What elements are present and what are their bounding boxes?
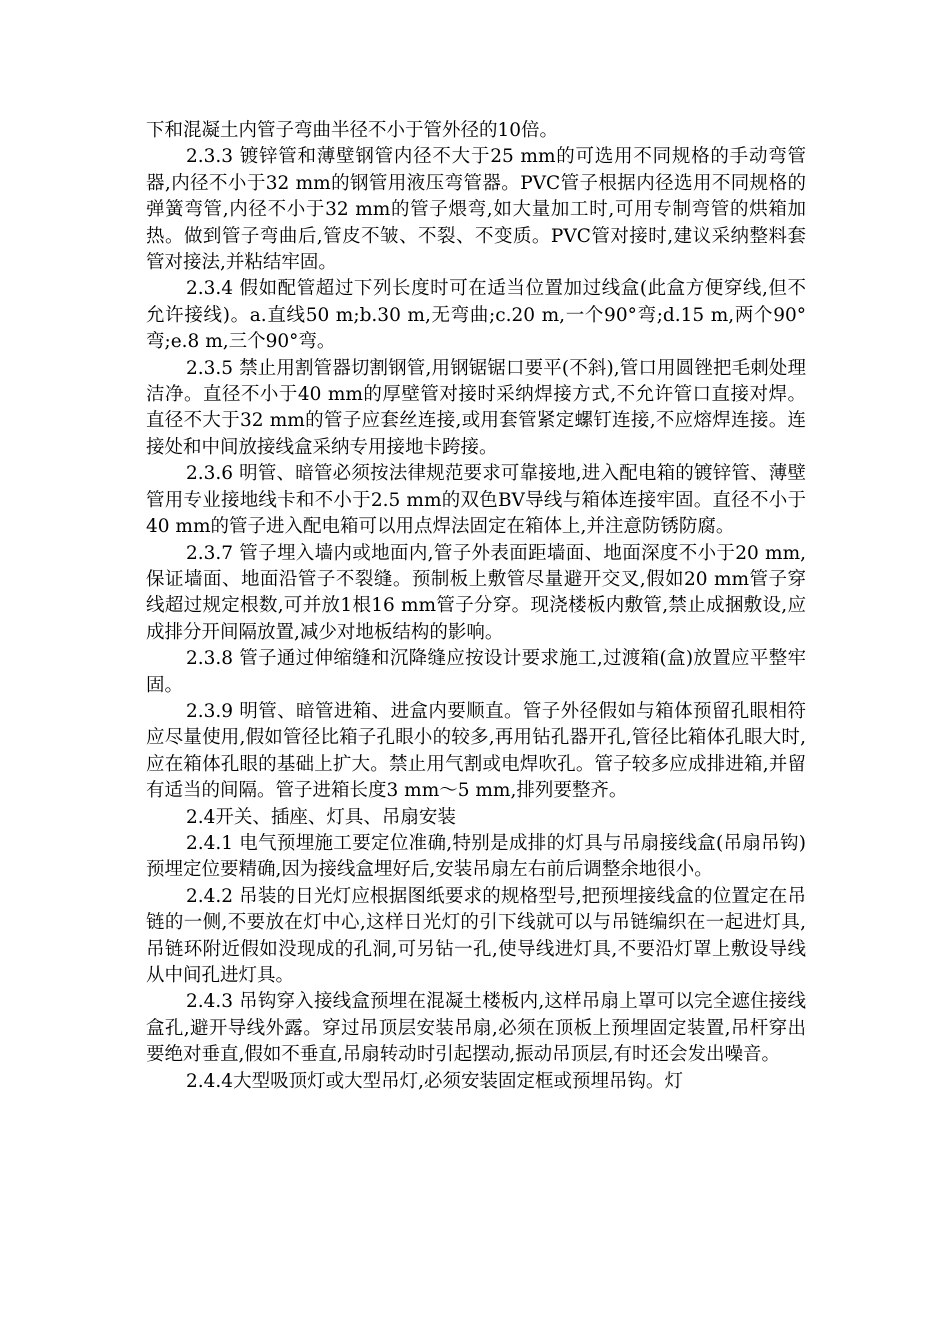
- paragraph-2-4-2: 2.4.2 吊装的日光灯应根据图纸要求的规格型号,把预埋接线盒的位置定在吊链的一侧,不要放在灯中心,这样日光灯的引下线就可以与吊链编织在一起进灯具,吊链环附近假如没现成的孔洞,可另钻一孔,使导线进灯具,不要沿灯罩上敷设导线从中间孔进灯具。: [146, 885, 806, 986]
- paragraph-2-4-1: 2.4.1 电气预埋施工要定位准确,特别是成排的灯具与吊扇接线盒(吊扇吊钩)预埋定位要精确,因为接线盒埋好后,安装吊扇左右前后调整余地很小。: [146, 832, 806, 881]
- paragraph-2-3-6: 2.3.6 明管、暗管必须按法律规范要求可靠接地,进入配电箱的镀锌管、薄壁管用专业接地线卡和不小于2.5 mm的双色BV导线与箱体连接牢固。直径不小于40 mm的管子进入配电箱可以用点焊法固定在箱体上,并注意防锈防腐。: [146, 463, 806, 538]
- paragraph-bend-radius: 下和混凝土内管子弯曲半径不小于管外径的10倍。: [146, 120, 559, 141]
- section-heading-2-4: 2.4开关、插座、灯具、吊扇安装: [186, 806, 456, 828]
- paragraph-2-3-8: 2.3.8 管子通过伸缩缝和沉降缝应按设计要求施工,过渡箱(盒)放置应平整牢固。: [146, 648, 806, 696]
- paragraph-2-3-5: 2.3.5 禁止用割管器切割钢管,用钢锯锯口要平(不斜),管口用圆锉把毛刺处理洁净。直径不小于40 mm的厚壁管对接时采纳焊接方式,不允许管口直接对焊。直径不大于32 mm的管子应套丝连接,或用套管紧定螺钉连接,不应熔焊连接。连接处和中间放接线盒采纳专用接地卡跨接。: [146, 357, 806, 458]
- paragraph-2-3-7: 2.3.7 管子埋入墙内或地面内,管子外表面距墙面、地面深度不小于20 mm,保证墙面、地面沿管子不裂缝。预制板上敷管尽量避开交叉,假如20 mm管子穿线超过规定根数,可并放1根16 mm管子分穿。现浇楼板内敷管,禁止成捆敷设,应成排分开间隔放置,减少对地板结构的影响。: [146, 542, 806, 643]
- paragraph-2-3-4: 2.3.4 假如配管超过下列长度时可在适当位置加过线盒(此盒方便穿线,但不允许接线)。a.直线50 m;b.30 m,无弯曲;c.20 m,一个90°弯;d.15 m,两个90°弯;e.8 m,三个90°弯。: [146, 278, 806, 353]
- document-body: [146, 118, 806, 1095]
- paragraph-2-4-4: 2.4.4大型吸顶灯或大型吊灯,必须安装固定框或预埋吊钩。灯: [186, 1070, 683, 1092]
- paragraph-2-4-3: 2.4.3 吊钩穿入接线盒预埋在混凝土楼板内,这样吊扇上罩可以完全遮住接线盒孔,避开导线外露。穿过吊顶层安装吊扇,必须在顶板上预埋固定装置,吊杆穿出要绝对垂直,假如不垂直,吊扇转动时引起摆动,振动吊顶层,有时还会发出噪音。: [146, 991, 806, 1066]
- paragraph-2-3-9: 2.3.9 明管、暗管进箱、进盒内要顺直。管子外径假如与箱体预留孔眼相符应尽量使用,假如管径比箱子孔眼小的较多,再用钻孔器开孔,管径比箱体孔眼大时,应在箱体孔眼的基础上扩大。禁止用气割或电焊吹孔。管子较多应成排进箱,并留有适当的间隔。管子进箱长度3 mm～5 mm,排列要整齐。: [146, 700, 806, 802]
- paragraph-2-3-3: 2.3.3 镀锌管和薄壁钢管内径不大于25 mm的可选用不同规格的手动弯管器,内径不小于32 mm的钢管用液压弯管器。PVC管子根据内径选用不同规格的弹簧弯管,内径不小于32 mm的管子煨弯,如大量加工时,可用专制弯管的烘箱加热。做到管子弯曲后,管皮不皱、不裂、不变质。PVC管对接时,建议采纳整料套管对接法,并粘结牢固。: [146, 146, 806, 274]
